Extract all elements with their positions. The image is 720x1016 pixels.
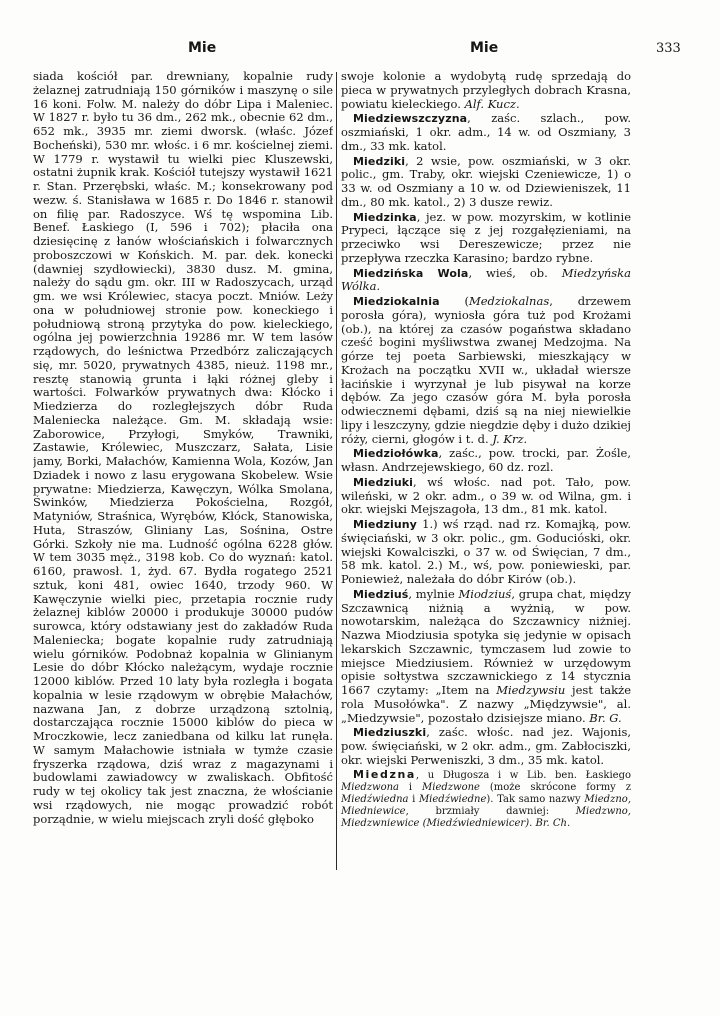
entry-miedziokalnia: Miedziokalnia (Medziokalnas, drzewem porosła góra), wyniosła góra tuż pod Krożami (ob.), na której za czasów pogaństwa składano cześć bogini myśliwstwa zwanej Medzojma. Na górze tej poeta Sarbiewski, mieszkający w Krożach na początku XVII w., układał wiersze łacińskie i wyrzynał je lub pisywał na korze dębów. Za jego czasów góra M. była porosła odwiecznemi dębami, dziś są na niej niewielkie lipy i leszczyny, gdzie niegdzie dęby i dużo dzikiej róży, cierni, głogów i t. d. J. Krz. — [341, 294, 631, 446]
page-header — [0, 40, 720, 64]
gloss: Medziokalnas — [468, 294, 550, 308]
entry-miedziki: Miedziki, 2 wsie, pow. oszmiański, w 3 okr. polic., gm. Traby, okr. wiejski Czeniewicze, 1) o 33 w. od Oszmiany a 10 w. od Dziewieniszek, 11 dm., 80 mk. katol., 2) 3 dusze rewiz. — [341, 153, 631, 209]
entry-miedzinka: Miedzinka, jez. w pow. mozyrskim, w kotlinie Prypeci, łączące się z jej rozgałęzieniami, na przeciwko wsi Dereszewicze; przez nie przepływa rzeczka Karasino; bardzo rybne. — [341, 209, 631, 265]
gloss: Miedzywsiu — [496, 683, 566, 697]
entry-miedziolowka: Miedziołówka, zaśc., pow. trocki, par. Żośle, własn. Andrzejewskiego, 60 dz. rozl. — [341, 446, 631, 474]
left-column-text: siada kościół par. drewniany, kopalnie rudy żelaznej zatrudniają 150 górników i maszynę o sile 16 koni. Folw. M. należy do dóbr Lipa i Maleniec. W 1827 r. było tu 36 dm., 262 mk., obecnie 62 dm., 652 mk., 3935 mr. ziemi dworsk. (właśc. Józef Bocheński), 530 mr. włośc. i 6 mr. kościelnej ziemi. W 1779 r. wystawił tu wielki piec Kluszewski, ostatni żupnik krak. Kościół tutejszy wystawił 1621 r. Stan. Przerębski, właśc. M.; konsekrowany pod wezw. ś. Stanisława w 1685 r. Do 1846 r. stanowił on filię par. Radoszyce. Wś tę wspomina Lib. Benef. Łaskiego (I, 596 i 702); płaciła ona dziesięcinę z łanów włościańskich i folwarcznych proboszczowi w Końskich. M. par. dek. konecki (dawniej szydłowiecki), 3830 dusz. M. gmina, należy do sądu gm. okr. III w Radoszycach, urząd gm. we wsi Królewiec, stacya poczt. Mniów. Leży ona w południowej stronie pow. koneckiego i południową stroną przytyka do pow. kieleckiego, ogólna jej powierzchnia 19286 mr. W tem lasów rządowych, do leśnictwa Przedbórz zaliczających się, mr. 5020, prywatnych 4385, nieuż. 1198 mr., resztę stanowią grunta i łąki różnej gleby i wartości. Folwarków prywatnych dwa: Kłócko i Miedzierza do rozległejszych dóbr Ruda Maleniecka należące. Gm. M. składają wsie: Zaborowice, Przyłogi, Smyków, Trawniki, Zastawie, Królewiec, Muszczarz, Sałata, Lisie jamy, Borki, Małachów, Kamienna Wola, Kozów, Jan Dziadek i nowo z lasu erygowana Skobelew. Wsie prywatne: Miedzierza, Kawęczyn, Wólka Smolana, Świnków, Miedzierza Pokościelna, Rozgół, Matyniów, Straśnica, Wyrębów, Kłóck, Stanowiska, Huta, Straszów, Gliniany Las, Sośnina, Ostre Górki. Szkoły nie ma. Ludność ogólna 6228 głów. W tem 3035 męż., 3198 kob. Co do wyznań: katol. 6160, prawosł. 1, żyd. 67. Bydła rogatego 2521 sztuk, koni 481, owiec 1640, trzody 960. W Kawęczynie wielki piec, przetapia rocznie rudy żelaznej kiblów 20000 i produkuje 30000 pudów surowca, który odstawiany jest do zakładów Ruda Maleniecka; bogate kopalnie rudy zatrudniają wielu górników. Podobnaż kopalnia w Glinianym Lesie do dóbr Kłócko należącym, wydaje rocznie 12000 kiblów. Przed 10 laty była rozległa i bogata kopalnia w lesie rządowym w obrębie Małachów, nazwana Jan, z dobrze urządzoną sztolnią, dostarczająca rocznie 15000 kiblów do pieca w Mroczkowie, lecz zaniedbana od kilku lat runęła. W samym Małachowie istniała w tymże czasie fryszerka rządowa, dziś wraz z magazynami i budowlami zawiadowcy w zwaliskach. Obfitość rudy w tej okolicy tak jest znaczna, że włościanie wsi rządowych, nie mogąc prowadzić robót porządnie, w wielu miejscach zryli dość głęboko — [33, 70, 333, 826]
headword: Miedziołówka — [353, 447, 439, 461]
entry-miedziuny: Miedziuny 1.) wś rząd. nad rz. Komajką, pow. święciański, w 3 okr. polic., gm. Goducióski, okr. wiejski Kowalciszki, o 37 w. od Święcian, 7 dm., 58 mk. katol. 2.) M., wś, pow. poniewieski, par. Poniewież, należała do dóbr Kirów (ob.). — [341, 517, 631, 586]
headword: Miedziuszki — [353, 726, 427, 740]
left-column — [33, 70, 333, 1000]
signature: Alf. Kucz. — [464, 96, 520, 111]
entry-miedziewszczyzna: Miedziewszczyzna, zaśc. szlach., pow. oszmiański, 1 okr. adm., 14 w. od Oszmiany, 3 dm., 33 mk. katol. — [341, 111, 631, 153]
running-head-left: Mie — [188, 40, 217, 56]
gloss: Miodziuś — [458, 586, 512, 601]
entry-miedziuszki: Miedziuszki, zaśc. włośc. nad jez. Wajonis, pow. święciański, w 2 okr. adm., gm. Zabłociszki, okr. wiejski Perweniszki, 3 dm., 35 mk. katol. — [341, 725, 631, 767]
signature: Br. Ch. — [535, 817, 571, 829]
headword: Miedzińska Wola — [353, 266, 469, 280]
headword: Miedziuś — [353, 587, 409, 601]
headword: Miedziuny — [353, 518, 417, 531]
signature: Br. G. — [589, 710, 622, 725]
headword: Miedziki — [353, 154, 406, 168]
entry-miedziuki: Miedziuki, wś włośc. nad pot. Tało, pow. wileński, w 2 okr. adm., o 39 w. od Wilna, gm. i okr. wiejski Mejszagoła, 13 dm., 81 mk. katol. — [341, 474, 631, 517]
entry-miedzius: Miedziuś, mylnie Miodziuś, grupa chat, między Szczawnicą niżnią a wyżnią, w pow. nowotarskim, należąca do Szczawnicy niżniej. Nazwa Miodziusia spotyka się jedynie w opisach lekarskich Szczawnic, tymczasem lud zowie to miejsce Miedziusiem. Również w urzędowym opisie sołtystwa szczawnickiego z 14 stycznia 1667 czytamy: „Item na Miedzywsiu jest także rola Musołówka". Z nazwy „Międzywsie", al. „Miedzywsie", pozostało dzisiejsze miano. Br. G. — [341, 586, 631, 725]
running-head-right: Mie — [470, 40, 499, 56]
right-column — [341, 70, 631, 1000]
entry-miedzinska-wola: Miedzińska Wola, wieś, ob. Miedzyńska Wólka. — [341, 265, 631, 294]
entry-miedzna: Miedzna, u Długosza i w Lib. ben. Łaskiego Miedzwona i Miedzwone (może skrócone formy z Miedźwiedna i Miedźwiedne). Tak samo nazwy Miedzno, Miedniewice, brzmiały dawniej: Miedzwno, Miedzwniewice (Miedźwiedniewicer). Br. Ch. — [341, 767, 631, 829]
headword: Miedziuki — [353, 475, 414, 489]
headword: Miedziewszczyzna — [353, 112, 468, 126]
headword: Miedzinka — [353, 210, 417, 224]
column-divider — [336, 72, 337, 870]
signature: J. Krz. — [492, 431, 528, 446]
continuation-paragraph: swoje kolonie a wydobytą rudę sprzedają do pieca w prywatnych przyległych dobrach Krasna, powiatu kieleckiego. Alf. Kucz. — [341, 70, 631, 111]
page-number: 333 — [656, 41, 681, 56]
headword: Miedzna — [353, 767, 416, 781]
cross-reference: Miedzyńska Wólka. — [341, 265, 631, 294]
headword: Miedziokalnia — [353, 295, 440, 308]
